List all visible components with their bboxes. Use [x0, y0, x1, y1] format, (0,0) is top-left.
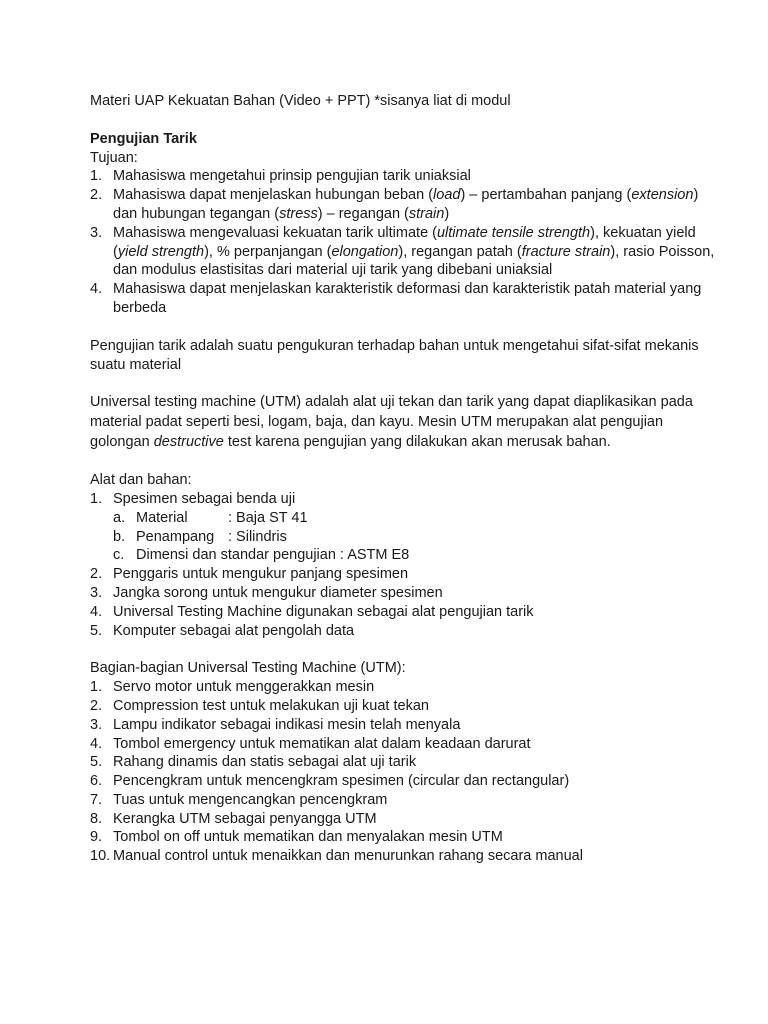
- item-text: [113, 186, 698, 224]
- list-item: [90, 847, 680, 866]
- sub-item-value: Dimensi dan standar pengujian : ASTM E8: [136, 547, 410, 564]
- text-run: ) – pertambahan panjang (: [460, 187, 632, 204]
- item-number: 4.: [90, 603, 103, 620]
- italic-term: ultimate tensile strength: [436, 224, 591, 241]
- list-item: [90, 828, 680, 847]
- text-run: ), % perpanjangan (: [204, 243, 332, 260]
- item-text: Jangka sorong untuk mengukur diameter spesimen: [113, 584, 443, 601]
- tujuan-label: Tujuan:: [90, 149, 138, 166]
- item-text: Spesimen sebagai benda uji: [113, 490, 296, 507]
- sub-item-letter: a.: [113, 509, 126, 526]
- item-text: Penggaris untuk mengukur panjang spesimen: [113, 566, 409, 583]
- document-header: Materi UAP Kekuatan Bahan (Video + PPT) *sisanya liat di modul: [90, 93, 511, 109]
- document-page: [90, 92, 715, 866]
- italic-term: extension: [631, 187, 694, 204]
- text-run: Mahasiswa mengevaluasi kekuatan tarik ultimate (: [113, 224, 437, 241]
- list-item: [90, 603, 680, 622]
- paragraph-utm: [90, 393, 693, 452]
- text-run: ), kekuatan yield: [590, 224, 696, 241]
- item-number: 5.: [90, 622, 103, 639]
- list-item: [90, 224, 715, 280]
- item-number: 1.: [90, 168, 103, 185]
- list-item: [90, 622, 680, 641]
- text-run: ), rasio Poisson,: [610, 243, 715, 260]
- item-text: Lampu indikator sebagai indikasi mesin telah menyala: [113, 716, 461, 733]
- list-item: [90, 490, 680, 509]
- item-number: 5.: [90, 754, 103, 771]
- italic-term: fracture strain: [521, 243, 611, 260]
- tujuan-list: [90, 167, 715, 317]
- paragraph-line: Pengujian tarik adalah suatu pengukuran terhadap bahan untuk mengetahui sifat-sifat mekanis: [90, 337, 699, 354]
- paragraph-line: [90, 433, 680, 453]
- list-item: [90, 772, 680, 791]
- list-item: [90, 753, 680, 772]
- sub-item-label: Material: [136, 509, 188, 526]
- sub-list-item: [90, 546, 680, 565]
- item-number: 4.: [90, 735, 103, 752]
- item-number: 2.: [90, 187, 103, 204]
- item-number: 4.: [90, 281, 103, 298]
- item-text: Compression test untuk melakukan uji kuat tekan: [113, 697, 429, 714]
- item-number: 1.: [90, 679, 103, 696]
- paragraph-definition: [90, 337, 699, 375]
- item-number: 3.: [90, 224, 103, 241]
- italic-term: elongation: [331, 243, 399, 260]
- list-item: [90, 678, 680, 697]
- sub-list-item: [90, 509, 680, 528]
- alat-section: [90, 471, 680, 640]
- text-run: ) – regangan (: [317, 205, 409, 222]
- italic-term: load: [433, 187, 461, 204]
- item-text: Tombol on off untuk mematikan dan menyalakan mesin UTM: [113, 829, 503, 846]
- sub-item-label: Penampang: [136, 528, 215, 545]
- list-item: [90, 810, 680, 829]
- sub-item-value: : Baja ST 41: [228, 509, 308, 526]
- sub-item-letter: b.: [113, 528, 126, 545]
- list-item: [90, 280, 702, 318]
- text-run: test karena pengujian yang dilakukan akan merusak bahan.: [223, 433, 611, 450]
- sub-list-item: [90, 528, 680, 547]
- paragraph-line: suatu material: [90, 356, 182, 373]
- sub-item-value: : Silindris: [228, 528, 287, 545]
- item-text: [113, 280, 701, 318]
- item-text: Servo motor untuk menggerakkan mesin: [113, 679, 375, 696]
- list-item: [90, 791, 680, 810]
- list-item: [90, 584, 680, 603]
- text-run: (: [113, 243, 118, 260]
- italic-term: strain: [408, 205, 445, 222]
- item-text: [113, 224, 714, 280]
- item-number: 8.: [90, 810, 103, 827]
- text-run: dan hubungan tegangan (: [113, 205, 280, 222]
- list-item: [90, 186, 699, 224]
- item-number: 6.: [90, 773, 103, 790]
- item-text: Manual control untuk menaikkan dan menurunkan rahang secara manual: [113, 848, 583, 865]
- bagian-section: [90, 659, 680, 866]
- text-run: berbeda: [113, 299, 167, 316]
- italic-term: stress: [279, 205, 318, 222]
- list-item: [90, 565, 680, 584]
- text-run: ): [444, 205, 450, 222]
- text-run: ), regangan patah (: [398, 243, 522, 260]
- item-text: Tuas untuk mengencangkan pencengkram: [113, 791, 388, 808]
- item-text: Kerangka UTM sebagai penyangga UTM: [113, 810, 377, 827]
- item-text: Komputer sebagai alat pengolah data: [113, 622, 355, 639]
- paragraph-line: Universal testing machine (UTM) adalah alat uji tekan dan tarik yang dapat diaplikasikan pada: [90, 394, 693, 411]
- item-number: 1.: [90, 490, 103, 507]
- item-text: Rahang dinamis dan statis sebagai alat uji tarik: [113, 754, 417, 771]
- italic-term: yield strength: [117, 243, 205, 260]
- item-text: Mahasiswa mengetahui prinsip pengujian tarik uniaksial: [113, 168, 471, 185]
- sub-item-letter: c.: [113, 547, 125, 564]
- item-text: Pencengkram untuk mencengkram spesimen (circular dan rectangular): [113, 773, 570, 790]
- item-number: 2.: [90, 697, 103, 714]
- list-item: [90, 167, 680, 186]
- item-number: 7.: [90, 791, 103, 808]
- alat-label: Alat dan bahan:: [90, 472, 192, 489]
- bagian-label: Bagian-bagian Universal Testing Machine (UTM):: [90, 660, 406, 677]
- section-title: Pengujian Tarik: [90, 130, 197, 147]
- item-number: 10.: [90, 848, 111, 865]
- list-item: [90, 735, 680, 754]
- italic-term: destructive: [153, 433, 224, 450]
- text-run: Mahasiswa dapat menjelaskan karakteristik deformasi dan karakteristik patah material yang: [113, 281, 702, 298]
- paragraph-line: material padat seperti besi, logam, baja, dan kayu. Mesin UTM merupakan alat pengujian: [90, 413, 664, 430]
- item-number: 9.: [90, 829, 103, 846]
- text-run: ): [693, 187, 699, 204]
- item-text: Universal Testing Machine digunakan sebagai alat pengujian tarik: [113, 603, 534, 620]
- item-text: Tombol emergency untuk mematikan alat dalam keadaan darurat: [113, 735, 531, 752]
- item-number: 2.: [90, 566, 103, 583]
- item-number: 3.: [90, 584, 103, 601]
- text-run: golongan: [90, 433, 154, 450]
- list-item: [90, 697, 680, 716]
- item-number: 3.: [90, 716, 103, 733]
- text-run: Mahasiswa dapat menjelaskan hubungan beban (: [113, 187, 434, 204]
- list-item: [90, 716, 680, 735]
- text-run: dan modulus elastisitas dari material uji tarik yang dibebani uniaksial: [113, 262, 553, 279]
